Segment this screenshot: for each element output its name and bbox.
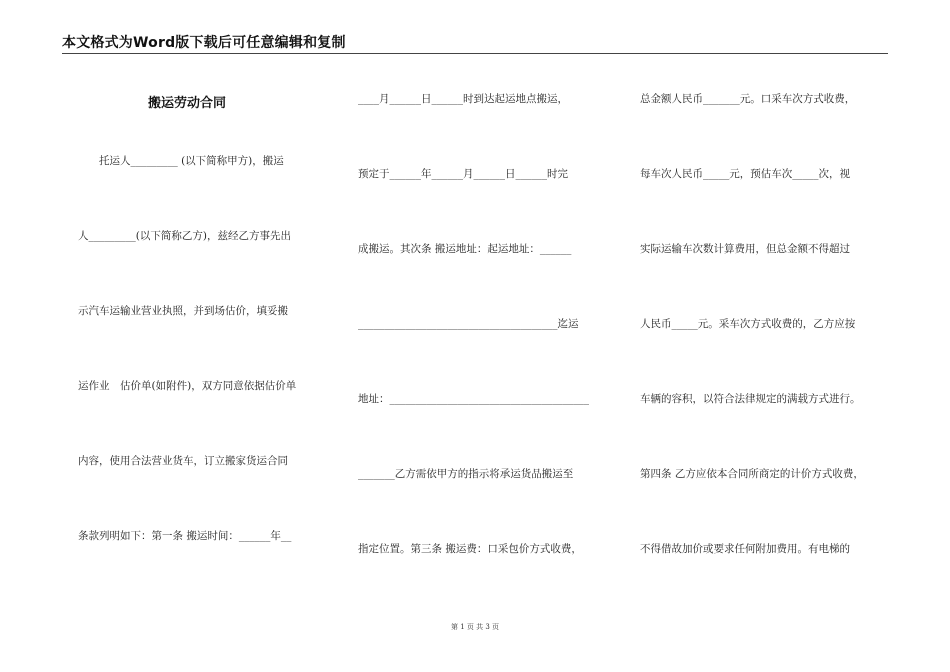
document-header: 本文格式为Word版下载后可任意编辑和复制 — [62, 35, 346, 51]
text-line: 不得借故加价或要求任何附加费用。有电梯的 — [640, 543, 850, 555]
text-line: 内容，使用合法营业货车，订立搬家货运合同 — [78, 455, 288, 467]
text-line: _______乙方需依甲方的指示将承运货品搬运至 — [358, 468, 574, 480]
header-divider — [62, 53, 888, 54]
text-line: 预定于______年______月______日______时完 — [358, 168, 568, 180]
text-line: 运作业 估价单(如附件)，双方同意依据估价单 — [78, 380, 297, 392]
text-line: 实际运输车次数计算费用，但总金额不得超过 — [640, 243, 850, 255]
text-line: 总金额人民币_______元。口采车次方式收费， — [640, 93, 856, 105]
text-line: 条款列明如下：第一条 搬运时间：______年__ — [78, 530, 292, 542]
text-line: 每车次人民币_____元，预估车次_____次，视 — [640, 168, 850, 180]
text-line: ____月______日______时到达起运地点搬运， — [358, 93, 568, 105]
text-line: 示汽车运输业营业执照，并到场估价，填妥搬 — [78, 305, 288, 317]
page-indicator: 第 1 页 共 3 页 — [450, 623, 500, 631]
text-line: 托运人_________ (以下简称甲方)，搬运 — [78, 155, 284, 167]
text-line: 地址：______________________________________ — [358, 393, 589, 405]
text-line: ______________________________________迄运 — [358, 318, 579, 330]
text-line: 车辆的容积，以符合法律规定的满载方式进行。 — [640, 393, 861, 405]
document-title: 搬运劳动合同 — [148, 96, 227, 111]
text-line: 第四条 乙方应依本合同所商定的计价方式收费， — [640, 468, 864, 480]
text-line: 人民币_____元。采车次方式收费的，乙方应按 — [640, 318, 856, 330]
text-line: 成搬运。其次条 搬运地址：起运地址：______ — [358, 243, 572, 255]
text-line: 指定位置。第三条 搬运费：口采包价方式收费， — [358, 543, 582, 555]
text-line: 人_________(以下简称乙方)，兹经乙方事先出 — [78, 230, 291, 242]
